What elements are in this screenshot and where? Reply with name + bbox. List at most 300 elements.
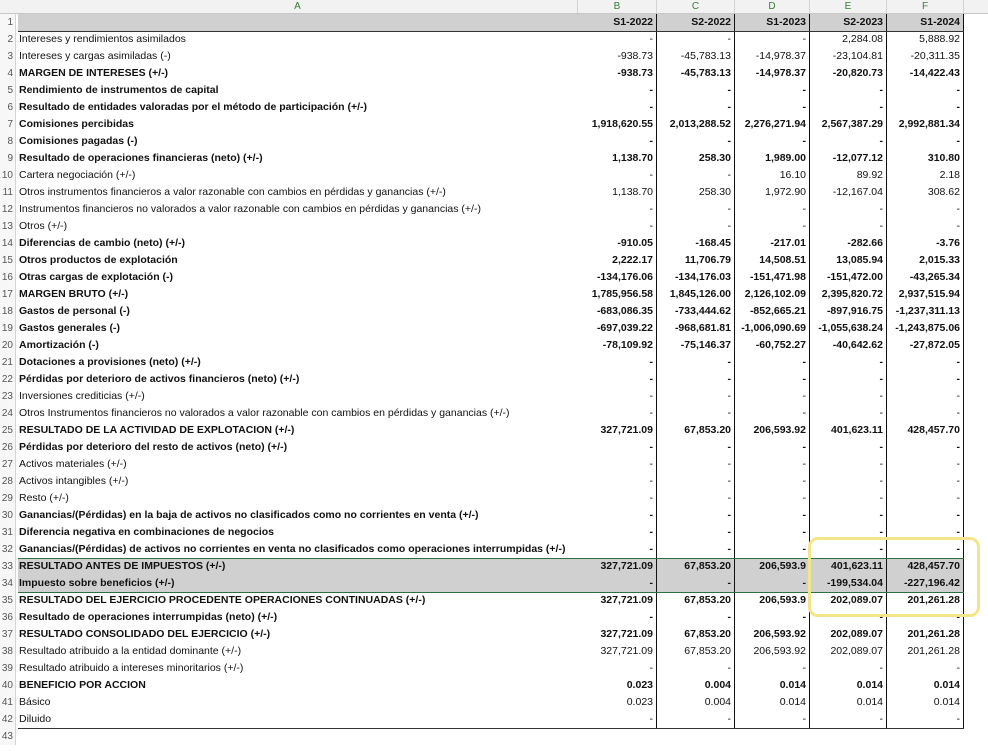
value-cell[interactable]: - [735, 405, 810, 422]
row-number[interactable]: 15 [0, 252, 16, 269]
value-cell[interactable]: 2,284.08 [810, 31, 887, 48]
value-cell[interactable]: - [735, 31, 810, 48]
value-cell[interactable]: - [578, 541, 657, 558]
value-cell[interactable]: - [578, 99, 657, 116]
value-cell[interactable]: - [657, 439, 735, 456]
row-label-cell[interactable]: Otros productos de explotación [19, 254, 178, 266]
value-cell[interactable]: - [735, 609, 810, 626]
value-cell[interactable]: -938.73 [578, 48, 657, 65]
value-cell[interactable]: - [735, 218, 810, 235]
row-label-cell[interactable]: Resultado de operaciones financieras (neto) (+/-) [19, 152, 263, 164]
value-cell[interactable]: - [887, 711, 964, 728]
value-cell[interactable]: - [578, 711, 657, 728]
column-header-a[interactable]: A [18, 0, 578, 13]
value-cell[interactable]: 0.014 [735, 677, 810, 694]
row-label-cell[interactable]: RESULTADO CONSOLIDADO DEL EJERCICIO (+/-) [19, 628, 271, 640]
value-cell[interactable]: -3.76 [887, 235, 964, 252]
value-cell[interactable]: 0.014 [810, 694, 887, 711]
row-label-cell[interactable]: Resto (+/-) [19, 492, 69, 504]
row-label-cell[interactable]: Pérdidas por deterioro de activos financieros (neto) (+/-) [19, 373, 300, 385]
value-cell[interactable]: - [887, 354, 964, 371]
row-number[interactable]: 33 [0, 558, 16, 575]
value-cell[interactable]: - [810, 439, 887, 456]
value-cell[interactable]: - [657, 660, 735, 677]
row-label-cell[interactable]: Impuesto sobre beneficios (+/-) [18, 575, 578, 592]
value-cell[interactable]: - [887, 388, 964, 405]
value-cell[interactable]: - [810, 354, 887, 371]
row-number[interactable]: 27 [0, 456, 16, 473]
value-cell[interactable]: -43,265.34 [887, 269, 964, 286]
value-cell[interactable]: - [887, 490, 964, 507]
row-label-cell[interactable]: Intereses y rendimientos asimilados [19, 33, 186, 45]
row-number[interactable]: 26 [0, 439, 16, 456]
value-cell[interactable]: -938.73 [578, 65, 657, 82]
row-label-cell[interactable]: Gastos de personal (-) [19, 305, 130, 317]
value-cell[interactable]: - [887, 524, 964, 541]
value-cell[interactable]: - [810, 218, 887, 235]
value-cell[interactable]: - [887, 405, 964, 422]
row-label-cell[interactable]: RESULTADO DE LA ACTIVIDAD DE EXPLOTACION (+/-) [19, 424, 295, 436]
value-cell[interactable]: 1,138.70 [578, 184, 657, 201]
value-cell[interactable]: 206,593.92 [735, 643, 810, 660]
value-cell[interactable]: - [657, 371, 735, 388]
value-cell[interactable]: -168.45 [657, 235, 735, 252]
row-number[interactable]: 23 [0, 388, 16, 405]
value-cell[interactable]: -217.01 [735, 235, 810, 252]
value-cell[interactable]: - [887, 133, 964, 150]
value-cell[interactable]: - [578, 609, 657, 626]
value-cell[interactable]: 0.023 [578, 677, 657, 694]
value-cell[interactable]: 206,593.9 [735, 558, 810, 575]
row-number[interactable]: 17 [0, 286, 16, 303]
value-cell[interactable]: - [887, 609, 964, 626]
value-cell[interactable]: - [810, 524, 887, 541]
value-cell[interactable]: 2,992,881.34 [887, 116, 964, 133]
row-label-cell[interactable]: Otros (+/-) [19, 220, 68, 232]
value-cell[interactable]: 258.30 [657, 150, 735, 167]
row-number[interactable]: 32 [0, 541, 16, 558]
value-cell[interactable]: 0.014 [887, 677, 964, 694]
value-cell[interactable]: 201,261.28 [887, 592, 964, 609]
row-number[interactable]: 34 [0, 575, 16, 592]
value-cell[interactable]: 2,222.17 [578, 252, 657, 269]
value-cell[interactable]: -733,444.62 [657, 303, 735, 320]
value-cell[interactable]: -20,820.73 [810, 65, 887, 82]
value-cell[interactable]: 2,015.33 [887, 252, 964, 269]
value-cell[interactable]: - [887, 507, 964, 524]
value-cell[interactable]: 206,593.92 [735, 626, 810, 643]
value-cell[interactable]: 401,623.11 [810, 422, 887, 439]
value-cell[interactable]: -14,422.43 [887, 65, 964, 82]
value-cell[interactable]: - [578, 660, 657, 677]
row-label-cell[interactable]: Pérdidas por deterioro del resto de activos (neto) (+/-) [19, 441, 288, 453]
value-cell[interactable]: - [735, 371, 810, 388]
value-cell[interactable]: 0.014 [887, 694, 964, 711]
row-number[interactable]: 12 [0, 201, 16, 218]
row-number[interactable]: 22 [0, 371, 16, 388]
value-cell[interactable]: -40,642.62 [810, 337, 887, 354]
row-label-cell[interactable]: Otros Instrumentos financieros no valorados a valor razonable con cambios en pérdidas y ganancias (+/-) [19, 407, 510, 419]
value-cell[interactable]: - [887, 439, 964, 456]
value-cell[interactable]: - [810, 388, 887, 405]
value-cell[interactable]: - [735, 456, 810, 473]
value-cell[interactable]: - [657, 99, 735, 116]
value-cell[interactable]: -897,916.75 [810, 303, 887, 320]
row-number[interactable]: 40 [0, 677, 16, 694]
value-cell[interactable]: 202,089.07 [810, 643, 887, 660]
value-cell[interactable]: - [657, 711, 735, 728]
value-cell[interactable]: - [578, 575, 657, 592]
value-cell[interactable]: 0.014 [735, 694, 810, 711]
value-cell[interactable]: -27,872.05 [887, 337, 964, 354]
value-cell[interactable]: - [887, 201, 964, 218]
value-cell[interactable]: - [657, 524, 735, 541]
value-cell[interactable]: -968,681.81 [657, 320, 735, 337]
row-label-cell[interactable]: Activos intangibles (+/-) [19, 475, 129, 487]
value-cell[interactable]: - [657, 490, 735, 507]
row-number[interactable]: 11 [0, 184, 16, 201]
column-header-f[interactable]: F [887, 0, 964, 13]
value-cell[interactable]: 67,853.20 [657, 626, 735, 643]
value-cell[interactable]: -683,086.35 [578, 303, 657, 320]
value-cell[interactable]: 1,918,620.55 [578, 116, 657, 133]
value-cell[interactable]: - [578, 473, 657, 490]
row-label-cell[interactable]: Inversiones crediticias (+/-) [19, 390, 145, 402]
value-cell[interactable]: - [657, 609, 735, 626]
value-cell[interactable]: 258.30 [657, 184, 735, 201]
value-cell[interactable]: -14,978.37 [735, 48, 810, 65]
value-cell[interactable]: 201,261.28 [887, 626, 964, 643]
value-cell[interactable]: -1,237,311.13 [887, 303, 964, 320]
value-cell[interactable]: - [657, 388, 735, 405]
value-cell[interactable]: 206,593.92 [735, 422, 810, 439]
value-cell[interactable]: S2-2022 [657, 14, 735, 31]
row-label-cell[interactable] [18, 14, 578, 31]
row-number[interactable]: 37 [0, 626, 16, 643]
value-cell[interactable]: - [657, 507, 735, 524]
value-cell[interactable]: - [887, 541, 964, 558]
row-number[interactable]: 36 [0, 609, 16, 626]
row-number[interactable]: 13 [0, 218, 16, 235]
row-number[interactable]: 21 [0, 354, 16, 371]
value-cell[interactable]: - [735, 524, 810, 541]
row-label-cell[interactable]: Amortización (-) [19, 339, 99, 351]
value-cell[interactable]: 2,126,102.09 [735, 286, 810, 303]
value-cell[interactable]: - [735, 82, 810, 99]
row-label-cell[interactable]: Ganancias/(Pérdidas) en la baja de activos no clasificados como no corrientes en venta (+/-) [19, 509, 479, 521]
value-cell[interactable]: - [810, 609, 887, 626]
row-label-cell[interactable]: Ganancias/(Pérdidas) de activos no corrientes en venta no clasificados como operaciones interrumpidas (+/-) [19, 543, 566, 555]
row-label-cell[interactable]: MARGEN DE INTERESES (+/-) [19, 67, 169, 79]
value-cell[interactable]: - [578, 490, 657, 507]
value-cell[interactable]: - [657, 541, 735, 558]
row-number[interactable]: 28 [0, 473, 16, 490]
value-cell[interactable] [578, 728, 657, 745]
row-number[interactable]: 8 [0, 133, 16, 150]
row-number[interactable]: 4 [0, 65, 16, 82]
value-cell[interactable]: - [578, 388, 657, 405]
value-cell[interactable]: - [657, 473, 735, 490]
row-number[interactable]: 6 [0, 99, 16, 116]
value-cell[interactable]: 1,989.00 [735, 150, 810, 167]
value-cell[interactable]: 0.014 [810, 677, 887, 694]
value-cell[interactable]: -199,534.04 [810, 575, 887, 592]
row-label-cell[interactable]: Resultado atribuido a intereses minoritarios (+/-) [19, 662, 244, 674]
row-number[interactable]: 9 [0, 150, 16, 167]
value-cell[interactable]: 0.004 [657, 694, 735, 711]
value-cell[interactable]: - [810, 371, 887, 388]
row-number[interactable]: 2 [0, 31, 16, 48]
value-cell[interactable]: - [657, 201, 735, 218]
row-number[interactable]: 31 [0, 524, 16, 541]
value-cell[interactable]: - [810, 456, 887, 473]
value-cell[interactable]: -134,176.03 [657, 269, 735, 286]
row-label-cell[interactable]: RESULTADO ANTES DE IMPUESTOS (+/-) [18, 558, 578, 575]
row-label-cell[interactable]: Resultado de entidades valoradas por el método de participación (+/-) [19, 101, 368, 113]
value-cell[interactable]: - [578, 82, 657, 99]
value-cell[interactable]: 67,853.20 [657, 592, 735, 609]
row-label-cell[interactable]: Cartera negociación (+/-) [19, 169, 136, 181]
value-cell[interactable]: - [578, 456, 657, 473]
value-cell[interactable]: - [735, 575, 810, 592]
row-label-cell[interactable]: MARGEN BRUTO (+/-) [19, 288, 129, 300]
row-label-cell[interactable]: RESULTADO DEL EJERCICIO PROCEDENTE OPERACIONES CONTINUADAS (+/-) [19, 594, 426, 606]
value-cell[interactable]: - [735, 473, 810, 490]
row-number[interactable]: 10 [0, 167, 16, 184]
value-cell[interactable]: - [735, 660, 810, 677]
value-cell[interactable]: 202,089.07 [810, 592, 887, 609]
row-label-cell[interactable]: Comisiones pagadas (-) [19, 135, 138, 147]
row-number[interactable]: 16 [0, 269, 16, 286]
value-cell[interactable]: - [810, 133, 887, 150]
value-cell[interactable]: - [810, 405, 887, 422]
value-cell[interactable]: 206,593.9 [735, 592, 810, 609]
row-label-cell[interactable]: Rendimiento de instrumentos de capital [19, 84, 219, 96]
value-cell[interactable]: 0.004 [657, 677, 735, 694]
value-cell[interactable]: - [735, 201, 810, 218]
row-number[interactable]: 24 [0, 405, 16, 422]
row-number[interactable]: 1 [0, 14, 16, 31]
value-cell[interactable]: -75,146.37 [657, 337, 735, 354]
value-cell[interactable]: - [578, 439, 657, 456]
value-cell[interactable]: 2,937,515.94 [887, 286, 964, 303]
value-cell[interactable]: - [735, 388, 810, 405]
value-cell[interactable]: -1,055,638.24 [810, 320, 887, 337]
column-header-b[interactable]: B [578, 0, 657, 13]
value-cell[interactable]: 202,089.07 [810, 626, 887, 643]
row-number[interactable]: 29 [0, 490, 16, 507]
value-cell[interactable]: 2,013,288.52 [657, 116, 735, 133]
value-cell[interactable] [810, 728, 887, 745]
value-cell[interactable]: - [578, 354, 657, 371]
row-label-cell[interactable]: Activos materiales (+/-) [19, 458, 127, 470]
value-cell[interactable]: - [735, 711, 810, 728]
value-cell[interactable]: - [578, 405, 657, 422]
value-cell[interactable]: - [887, 218, 964, 235]
value-cell[interactable]: - [810, 711, 887, 728]
value-cell[interactable]: - [810, 82, 887, 99]
value-cell[interactable] [887, 728, 964, 745]
value-cell[interactable]: - [810, 473, 887, 490]
value-cell[interactable]: -1,006,090.69 [735, 320, 810, 337]
value-cell[interactable]: - [887, 82, 964, 99]
row-label-cell[interactable]: Otros instrumentos financieros a valor razonable con cambios en pérdidas y ganancias (+/-) [19, 186, 446, 198]
value-cell[interactable]: -20,311.35 [887, 48, 964, 65]
value-cell[interactable]: 327,721.09 [578, 626, 657, 643]
value-cell[interactable] [657, 728, 735, 745]
row-label-cell[interactable]: Resultado de operaciones interrumpidas (neto) (+/-) [19, 611, 278, 623]
value-cell[interactable]: 0.023 [578, 694, 657, 711]
value-cell[interactable]: - [657, 405, 735, 422]
row-number[interactable]: 20 [0, 337, 16, 354]
value-cell[interactable]: 14,508.51 [735, 252, 810, 269]
value-cell[interactable]: - [578, 167, 657, 184]
value-cell[interactable]: - [887, 473, 964, 490]
value-cell[interactable]: 327,721.09 [578, 422, 657, 439]
value-cell[interactable]: - [735, 541, 810, 558]
row-number[interactable]: 43 [0, 728, 16, 745]
value-cell[interactable]: - [657, 167, 735, 184]
value-cell[interactable]: - [578, 31, 657, 48]
value-cell[interactable]: -12,167.04 [810, 184, 887, 201]
value-cell[interactable]: -697,039.22 [578, 320, 657, 337]
row-number[interactable]: 3 [0, 48, 16, 65]
row-number[interactable]: 7 [0, 116, 16, 133]
row-label-cell[interactable]: Gastos generales (-) [19, 322, 120, 334]
value-cell[interactable]: - [657, 133, 735, 150]
value-cell[interactable]: 89.92 [810, 167, 887, 184]
value-cell[interactable]: - [810, 99, 887, 116]
value-cell[interactable]: - [887, 371, 964, 388]
value-cell[interactable]: - [810, 201, 887, 218]
value-cell[interactable]: -60,752.27 [735, 337, 810, 354]
row-number[interactable]: 30 [0, 507, 16, 524]
row-label-cell[interactable]: Comisiones percibidas [19, 118, 134, 130]
row-label-cell[interactable]: Resultado atribuido a la entidad dominante (+/-) [19, 645, 242, 657]
value-cell[interactable]: 1,785,956.58 [578, 286, 657, 303]
value-cell[interactable]: - [578, 507, 657, 524]
row-number[interactable]: 41 [0, 694, 16, 711]
value-cell[interactable]: - [735, 439, 810, 456]
value-cell[interactable]: 16.10 [735, 167, 810, 184]
value-cell[interactable]: 2,276,271.94 [735, 116, 810, 133]
value-cell[interactable]: -134,176.06 [578, 269, 657, 286]
value-cell[interactable]: 13,085.94 [810, 252, 887, 269]
row-label-cell[interactable]: Diferencias de cambio (neto) (+/-) [19, 237, 185, 249]
value-cell[interactable]: 327,721.09 [578, 592, 657, 609]
value-cell[interactable]: S1-2023 [735, 14, 810, 31]
value-cell[interactable]: - [887, 456, 964, 473]
row-number[interactable]: 38 [0, 643, 16, 660]
value-cell[interactable]: S2-2023 [810, 14, 887, 31]
value-cell[interactable]: -151,472.00 [810, 269, 887, 286]
value-cell[interactable]: 310.80 [887, 150, 964, 167]
value-cell[interactable]: - [735, 354, 810, 371]
row-label-cell[interactable]: Instrumentos financieros no valorados a valor razonable con cambios en pérdidas y ganancias (+/-) [19, 203, 481, 215]
value-cell[interactable]: - [810, 541, 887, 558]
row-label-cell[interactable]: Diferencia negativa en combinaciones de negocios [19, 526, 274, 538]
value-cell[interactable]: -282.66 [810, 235, 887, 252]
row-number[interactable]: 18 [0, 303, 16, 320]
value-cell[interactable]: 327,721.09 [578, 643, 657, 660]
row-number[interactable]: 39 [0, 660, 16, 677]
value-cell[interactable]: - [657, 31, 735, 48]
value-cell[interactable]: -23,104.81 [810, 48, 887, 65]
value-cell[interactable]: -45,783.13 [657, 48, 735, 65]
value-cell[interactable]: - [657, 575, 735, 592]
value-cell[interactable]: 5,888.92 [887, 31, 964, 48]
row-label-cell[interactable]: Diluido [19, 713, 52, 725]
value-cell[interactable]: - [578, 201, 657, 218]
value-cell[interactable]: -910.05 [578, 235, 657, 252]
value-cell[interactable]: 1,138.70 [578, 150, 657, 167]
row-label-cell[interactable]: Intereses y cargas asimiladas (-) [19, 50, 171, 62]
value-cell[interactable]: 67,853.20 [657, 643, 735, 660]
value-cell[interactable]: - [735, 490, 810, 507]
value-cell[interactable]: - [578, 524, 657, 541]
value-cell[interactable]: - [810, 660, 887, 677]
value-cell[interactable]: 428,457.70 [887, 422, 964, 439]
value-cell[interactable]: -45,783.13 [657, 65, 735, 82]
value-cell[interactable]: S1-2022 [578, 14, 657, 31]
value-cell[interactable]: 401,623.11 [810, 558, 887, 575]
row-number[interactable]: 19 [0, 320, 16, 337]
row-number[interactable]: 35 [0, 592, 16, 609]
value-cell[interactable]: 201,261.28 [887, 643, 964, 660]
column-header-c[interactable]: C [657, 0, 735, 13]
value-cell[interactable]: - [735, 99, 810, 116]
value-cell[interactable]: 11,706.79 [657, 252, 735, 269]
row-number[interactable]: 14 [0, 235, 16, 252]
value-cell[interactable]: - [578, 133, 657, 150]
row-number[interactable]: 5 [0, 82, 16, 99]
column-header-e[interactable]: E [810, 0, 887, 13]
value-cell[interactable]: - [657, 218, 735, 235]
value-cell[interactable]: - [578, 371, 657, 388]
value-cell[interactable]: -151,471.98 [735, 269, 810, 286]
value-cell[interactable]: 67,853.20 [657, 422, 735, 439]
value-cell[interactable]: -12,077.12 [810, 150, 887, 167]
row-label-cell[interactable]: Básico [19, 696, 51, 708]
value-cell[interactable]: 327,721.09 [578, 558, 657, 575]
row-number[interactable]: 25 [0, 422, 16, 439]
value-cell[interactable]: - [657, 354, 735, 371]
value-cell[interactable]: 428,457.70 [887, 558, 964, 575]
value-cell[interactable]: -78,109.92 [578, 337, 657, 354]
value-cell[interactable]: -852,665.21 [735, 303, 810, 320]
value-cell[interactable]: - [810, 507, 887, 524]
value-cell[interactable] [735, 728, 810, 745]
value-cell[interactable]: S1-2024 [887, 14, 964, 31]
value-cell[interactable]: 1,845,126.00 [657, 286, 735, 303]
value-cell[interactable]: 1,972.90 [735, 184, 810, 201]
value-cell[interactable]: - [887, 660, 964, 677]
row-label-cell[interactable]: BENEFICIO POR ACCION [19, 679, 146, 691]
value-cell[interactable]: - [735, 507, 810, 524]
value-cell[interactable]: - [887, 99, 964, 116]
value-cell[interactable]: -227,196.42 [887, 575, 964, 592]
value-cell[interactable]: - [735, 133, 810, 150]
value-cell[interactable]: 2,395,820.72 [810, 286, 887, 303]
value-cell[interactable]: - [657, 456, 735, 473]
row-label-cell[interactable] [18, 728, 578, 745]
value-cell[interactable]: -1,243,875.06 [887, 320, 964, 337]
row-number[interactable]: 42 [0, 711, 16, 728]
value-cell[interactable]: - [578, 218, 657, 235]
value-cell[interactable]: 2.18 [887, 167, 964, 184]
value-cell[interactable]: - [810, 490, 887, 507]
value-cell[interactable]: 2,567,387.29 [810, 116, 887, 133]
